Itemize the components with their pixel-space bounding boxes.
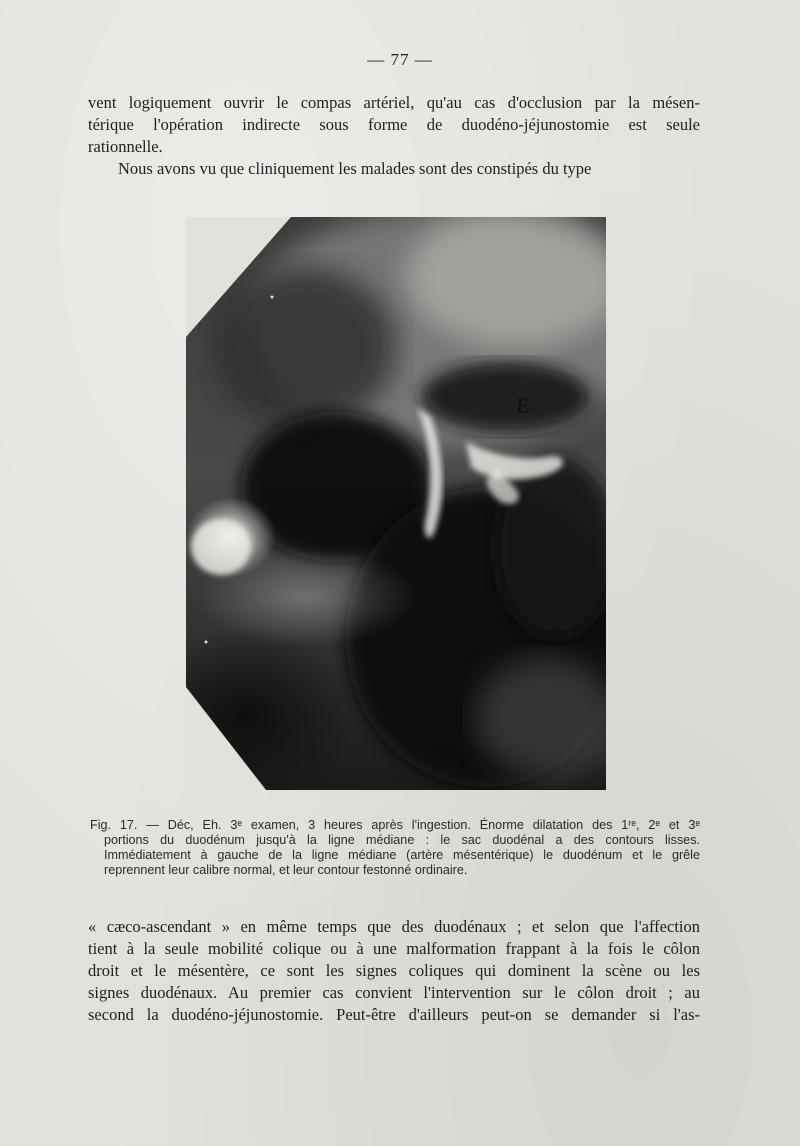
paragraph-1	[88, 92, 700, 158]
figure-marker-label: E	[514, 392, 532, 419]
paragraph-3	[88, 916, 700, 1026]
text-line: vent logiquement ouvrir le compas artériel, qu'au cas d'occlusion par la mésen-	[88, 93, 700, 112]
text-line: rationnelle.	[88, 137, 163, 156]
radiograph-image	[186, 217, 606, 790]
text-line: térique l'opération indirecte sous forme de duodéno-jéjunostomie est seule	[88, 115, 700, 134]
text-line: « cæco-ascendant » en même temps que des duodénaux ; et selon que l'affection	[88, 917, 700, 936]
caption-line: portions du duodénum jusqu'à la ligne médiane : le sac duodénal a des contours lisses.	[104, 833, 700, 847]
caption-line: Immédiatement à gauche de la ligne médiane (artère mésentérique) le duodénum et le grêle	[104, 848, 700, 862]
figure-caption	[90, 818, 700, 878]
page-number: — 77 —	[367, 50, 433, 69]
caption-line: Fig. 17. — Déc, Eh. 3ᵉ examen, 3 heures après l'ingestion. Énorme dilatation des 1ʳᵉ, 2ᵉ et 3ᵉ	[90, 818, 700, 832]
radiograph-figure	[186, 217, 606, 790]
paragraph-2	[88, 158, 700, 180]
text-line: tient à la seule mobilité colique ou à une malformation frappant à la fois le côlon	[88, 939, 700, 958]
text-line: droit et le mésentère, ce sont les signes coliques qui dominent la scène ou les	[88, 961, 700, 980]
caption-line: reprennent leur calibre normal, et leur contour festonné ordinaire.	[104, 863, 468, 877]
text-line: signes duodénaux. Au premier cas convient l'intervention sur le côlon droit ; au	[88, 983, 700, 1002]
text-line: Nous avons vu que cliniquement les malades sont des constipés du type	[118, 159, 592, 178]
text-line: second la duodéno-jéjunostomie. Peut-être d'ailleurs peut-on se demander si l'as-	[88, 1005, 700, 1024]
